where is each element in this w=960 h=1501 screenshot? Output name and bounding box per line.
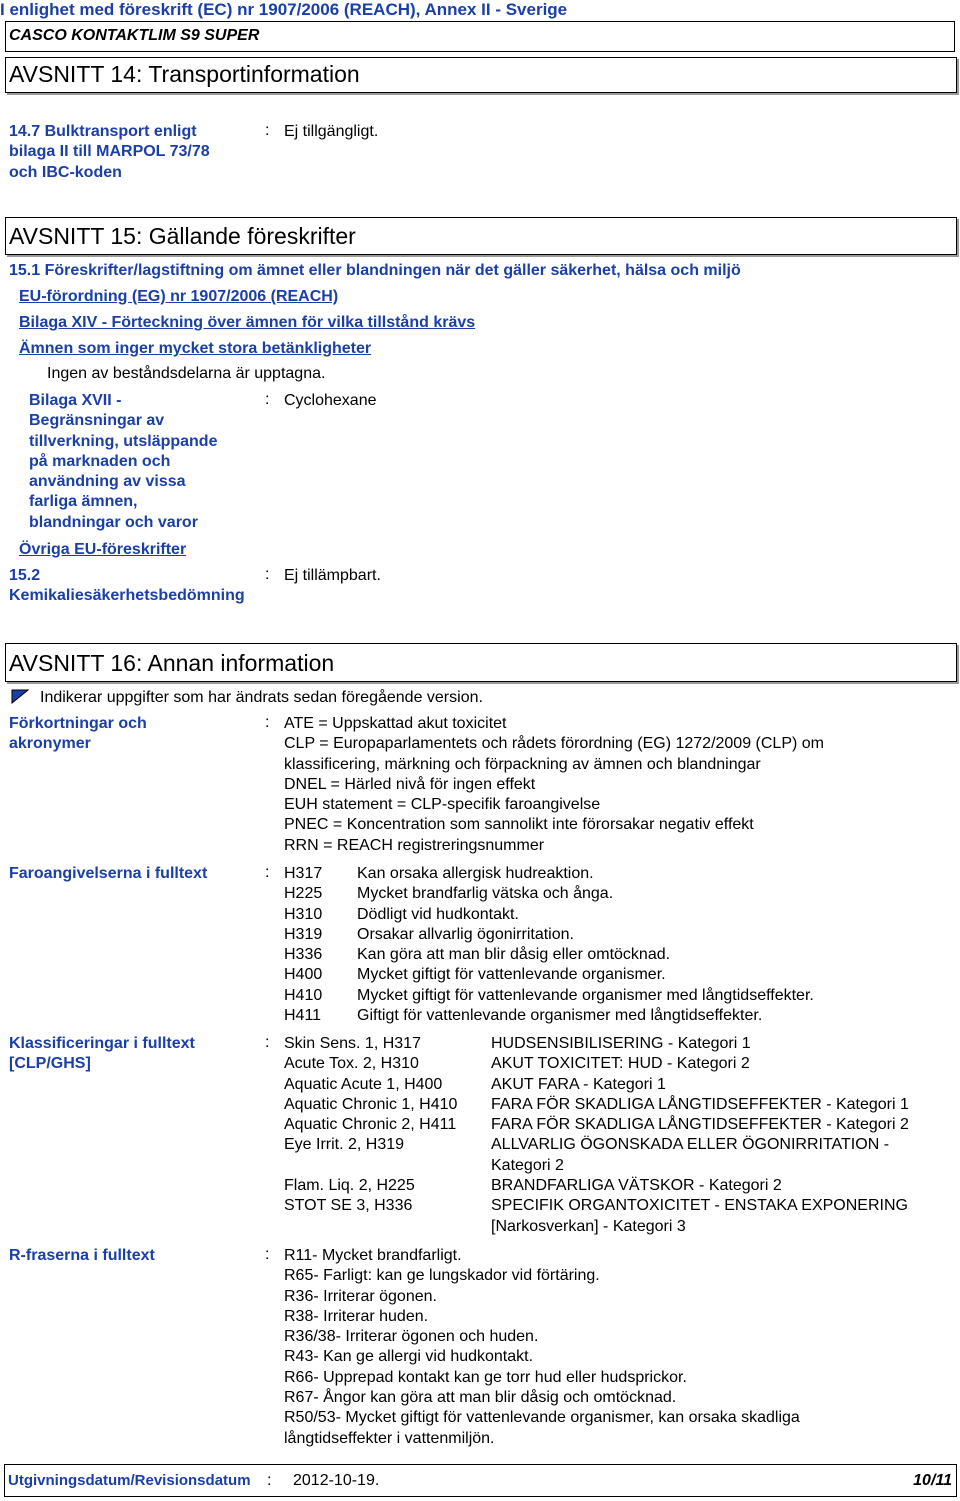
r-phrase: R43- Kan ge allergi vid hudkontakt. xyxy=(284,1348,534,1366)
hazard-text: Mycket giftigt för vattenlevande organismer. xyxy=(357,966,666,984)
class-code: Skin Sens. 1, H317 xyxy=(284,1035,421,1052)
class-code: Eye Irrit. 2, H319 xyxy=(284,1136,405,1154)
r-phrase: långtidseffekter i vattenmiljön. xyxy=(284,1429,495,1447)
marpol-label-line: och IBC-koden xyxy=(9,163,122,181)
r-phrase: R50/53- Mycket giftigt för vattenlevande organismer, kan orsaka skadliga xyxy=(284,1409,800,1427)
section-14-header xyxy=(5,57,957,93)
hazard-text: Mycket brandfarlig vätska och ånga. xyxy=(357,885,614,903)
subsection-15-1: 15.1 Föreskrifter/lagstiftning om ämnet eller blandningen när det gäller säkerhet, hälsa och miljö xyxy=(9,262,741,279)
colon: : xyxy=(265,391,270,408)
hazard-code: H310 xyxy=(284,905,323,923)
annex-xvii-line: på marknaden och xyxy=(29,452,171,470)
r-phrase: R36/38- Irriterar ögonen och huden. xyxy=(284,1328,539,1346)
annex-xvii-line: Bilaga XVII - xyxy=(29,392,122,409)
class-code: Aquatic Acute 1, H400 xyxy=(284,1075,443,1093)
hazard-text: Mycket giftigt för vattenlevande organismer med långtidseffekter. xyxy=(357,986,814,1004)
colon: : xyxy=(265,1246,270,1263)
annex-xiv-heading: Bilaga XIV - Förteckning över ämnen för vilka tillstånd krävs xyxy=(19,314,476,331)
colon: : xyxy=(265,714,270,731)
change-marker-icon xyxy=(11,689,29,704)
r-phrases-list xyxy=(284,1246,800,1449)
hazard-texts xyxy=(357,864,814,1026)
r-phrase: R66- Upprepad kontakt kan ge torr hud eller hudsprickor. xyxy=(284,1368,687,1386)
abbreviation-item: CLP = Europaparlamentets och rådets förordning (EG) 1272/2009 (CLP) om xyxy=(284,735,824,753)
r-phrase: R38- Irriterar huden. xyxy=(284,1307,429,1325)
r-phrase: R67- Ångor kan göra att man blir dåsig och omtöcknad. xyxy=(284,1389,677,1407)
annex-xvii-value: Cyclohexane xyxy=(284,392,377,409)
class-code: Flam. Liq. 2, H225 xyxy=(284,1177,415,1195)
class-code: Acute Tox. 2, H310 xyxy=(284,1055,419,1073)
regulation-header: I enlighet med föreskrift (EC) nr 1907/2006 (REACH), Annex II - Sverige xyxy=(0,0,568,19)
hazard-code: H225 xyxy=(284,885,323,903)
class-code: STOT SE 3, H336 xyxy=(284,1197,413,1215)
svhc-heading: Ämnen som inger mycket stora betänkligheter xyxy=(19,340,372,357)
r-phrase: R36- Irriterar ögonen. xyxy=(284,1287,437,1305)
csa-label-line: 15.2 xyxy=(9,567,41,584)
svhc-value: Ingen av beståndsdelarna är upptagna. xyxy=(47,365,326,382)
class-codes xyxy=(284,1034,457,1217)
hazard-label: Faroangivelserna i fulltext xyxy=(9,865,208,882)
r-phrase: R11- Mycket brandfarligt. xyxy=(284,1247,462,1264)
class-text: AKUT TOXICITET: HUD - Kategori 2 xyxy=(491,1055,750,1073)
hazard-code: H317 xyxy=(284,865,323,882)
hazard-code: H319 xyxy=(284,925,323,943)
abbreviation-item: PNEC = Koncentration som sannolikt inte förorsakar negativ effekt xyxy=(284,816,754,834)
class-label-line: Klassificeringar i fulltext xyxy=(9,1035,195,1052)
hazard-text: Dödligt vid hudkontakt. xyxy=(357,905,519,923)
hazard-code: H336 xyxy=(284,946,323,964)
class-text: [Narkosverkan] - Kategori 3 xyxy=(491,1217,686,1235)
hazard-code: H411 xyxy=(284,1007,322,1025)
abbreviation-item: EUH statement = CLP-specifik faroangivelse xyxy=(284,796,601,814)
marpol-label-line: 14.7 Bulktransport enligt xyxy=(9,123,197,140)
abbreviation-item: RRN = REACH registreringsnummer xyxy=(284,836,545,854)
annex-xvii-line: användning av vissa xyxy=(29,473,186,491)
footer-label: Utgivningsdatum/Revisionsdatum xyxy=(8,1472,251,1489)
annex-xvii-line: tillverkning, utsläppande xyxy=(29,432,218,450)
class-code: Aquatic Chronic 2, H411 xyxy=(284,1116,457,1134)
class-text: FARA FÖR SKADLIGA LÅNGTIDSEFFEKTER - Kategori 2 xyxy=(491,1116,909,1134)
csa-label xyxy=(9,566,245,607)
hazard-text: Giftigt för vattenlevande organismer med långtidseffekter. xyxy=(357,1007,763,1025)
annex-xvii-line: Begränsningar av xyxy=(29,412,165,430)
r-phrases-label: R-fraserna i fulltext xyxy=(9,1247,155,1264)
abbrev-label xyxy=(9,714,147,755)
product-name: CASCO KONTAKTLIM S9 SUPER xyxy=(9,27,260,44)
annex-xvii-label xyxy=(29,391,217,533)
hazard-codes xyxy=(284,864,322,1026)
hazard-text: Kan göra att man blir dåsig eller omtöcknad. xyxy=(357,946,671,964)
colon: : xyxy=(265,864,270,881)
abbreviation-item: ATE = Uppskattad akut toxicitet xyxy=(284,715,507,732)
other-eu-heading: Övriga EU-föreskrifter xyxy=(19,541,187,558)
class-text: AKUT FARA - Kategori 1 xyxy=(491,1075,666,1093)
marpol-label-line: bilaga II till MARPOL 73/78 xyxy=(9,143,210,161)
colon: : xyxy=(267,1472,272,1489)
hazard-code: H410 xyxy=(284,986,323,1004)
class-text: BRANDFARLIGA VÄTSKOR - Kategori 2 xyxy=(491,1177,782,1195)
class-text: FARA FÖR SKADLIGA LÅNGTIDSEFFEKTER - Kategori 1 xyxy=(491,1095,909,1113)
section-15-title: AVSNITT 15: Gällande föreskrifter xyxy=(9,223,356,249)
abbreviation-item: klassificering, märkning och förpackning av ämnen och blandningar xyxy=(284,755,761,773)
colon: : xyxy=(265,122,270,139)
footer-date: 2012-10-19. xyxy=(293,1472,380,1489)
footer-box xyxy=(4,1464,957,1497)
class-text: SPECIFIK ORGANTOXICITET - ENSTAKA EXPONERING xyxy=(491,1197,908,1215)
class-label xyxy=(9,1034,195,1075)
class-label-line: [CLP/GHS] xyxy=(9,1055,91,1073)
eu-regulation-heading: EU-förordning (EG) nr 1907/2006 (REACH) xyxy=(19,288,339,305)
section-15-header xyxy=(5,217,957,255)
hazard-code: H400 xyxy=(284,966,323,984)
colon: : xyxy=(265,566,270,583)
abbrev-label-line: Förkortningar och xyxy=(9,715,147,732)
hazard-text: Kan orsaka allergisk hudreaktion. xyxy=(357,865,594,882)
class-texts xyxy=(491,1034,909,1237)
class-code: Aquatic Chronic 1, H410 xyxy=(284,1095,458,1113)
annex-xvii-line: farliga ämnen, xyxy=(29,493,138,511)
abbrev-label-line: akronymer xyxy=(9,735,91,753)
annex-xvii-line: blandningar och varor xyxy=(29,513,198,531)
page-number: 10/11 xyxy=(913,1472,952,1489)
colon: : xyxy=(265,1034,270,1051)
hazard-text: Orsakar allvarlig ögonirritation. xyxy=(357,925,574,943)
section-14-title: AVSNITT 14: Transportinformation xyxy=(9,61,360,87)
changes-note: Indikerar uppgifter som har ändrats sedan föregående version. xyxy=(40,689,483,706)
abbreviation-item: DNEL = Härled nivå för ingen effekt xyxy=(284,775,536,793)
class-text: Kategori 2 xyxy=(491,1156,564,1174)
marpol-label xyxy=(9,122,210,183)
abbreviations-list xyxy=(284,714,824,856)
section-16-title: AVSNITT 16: Annan information xyxy=(9,650,335,676)
csa-label-line: Kemikaliesäkerhetsbedömning xyxy=(9,587,245,605)
class-text: HUDSENSIBILISERING - Kategori 1 xyxy=(491,1035,751,1052)
class-text: ALLVARLIG ÖGONSKADA ELLER ÖGONIRRITATION - xyxy=(491,1136,890,1154)
r-phrase: R65- Farligt: kan ge lungskador vid förtäring. xyxy=(284,1267,600,1285)
marpol-value: Ej tillgängligt. xyxy=(284,123,379,140)
section-16-header xyxy=(5,643,957,682)
csa-value: Ej tillämpbart. xyxy=(284,567,381,584)
product-box xyxy=(5,21,955,52)
